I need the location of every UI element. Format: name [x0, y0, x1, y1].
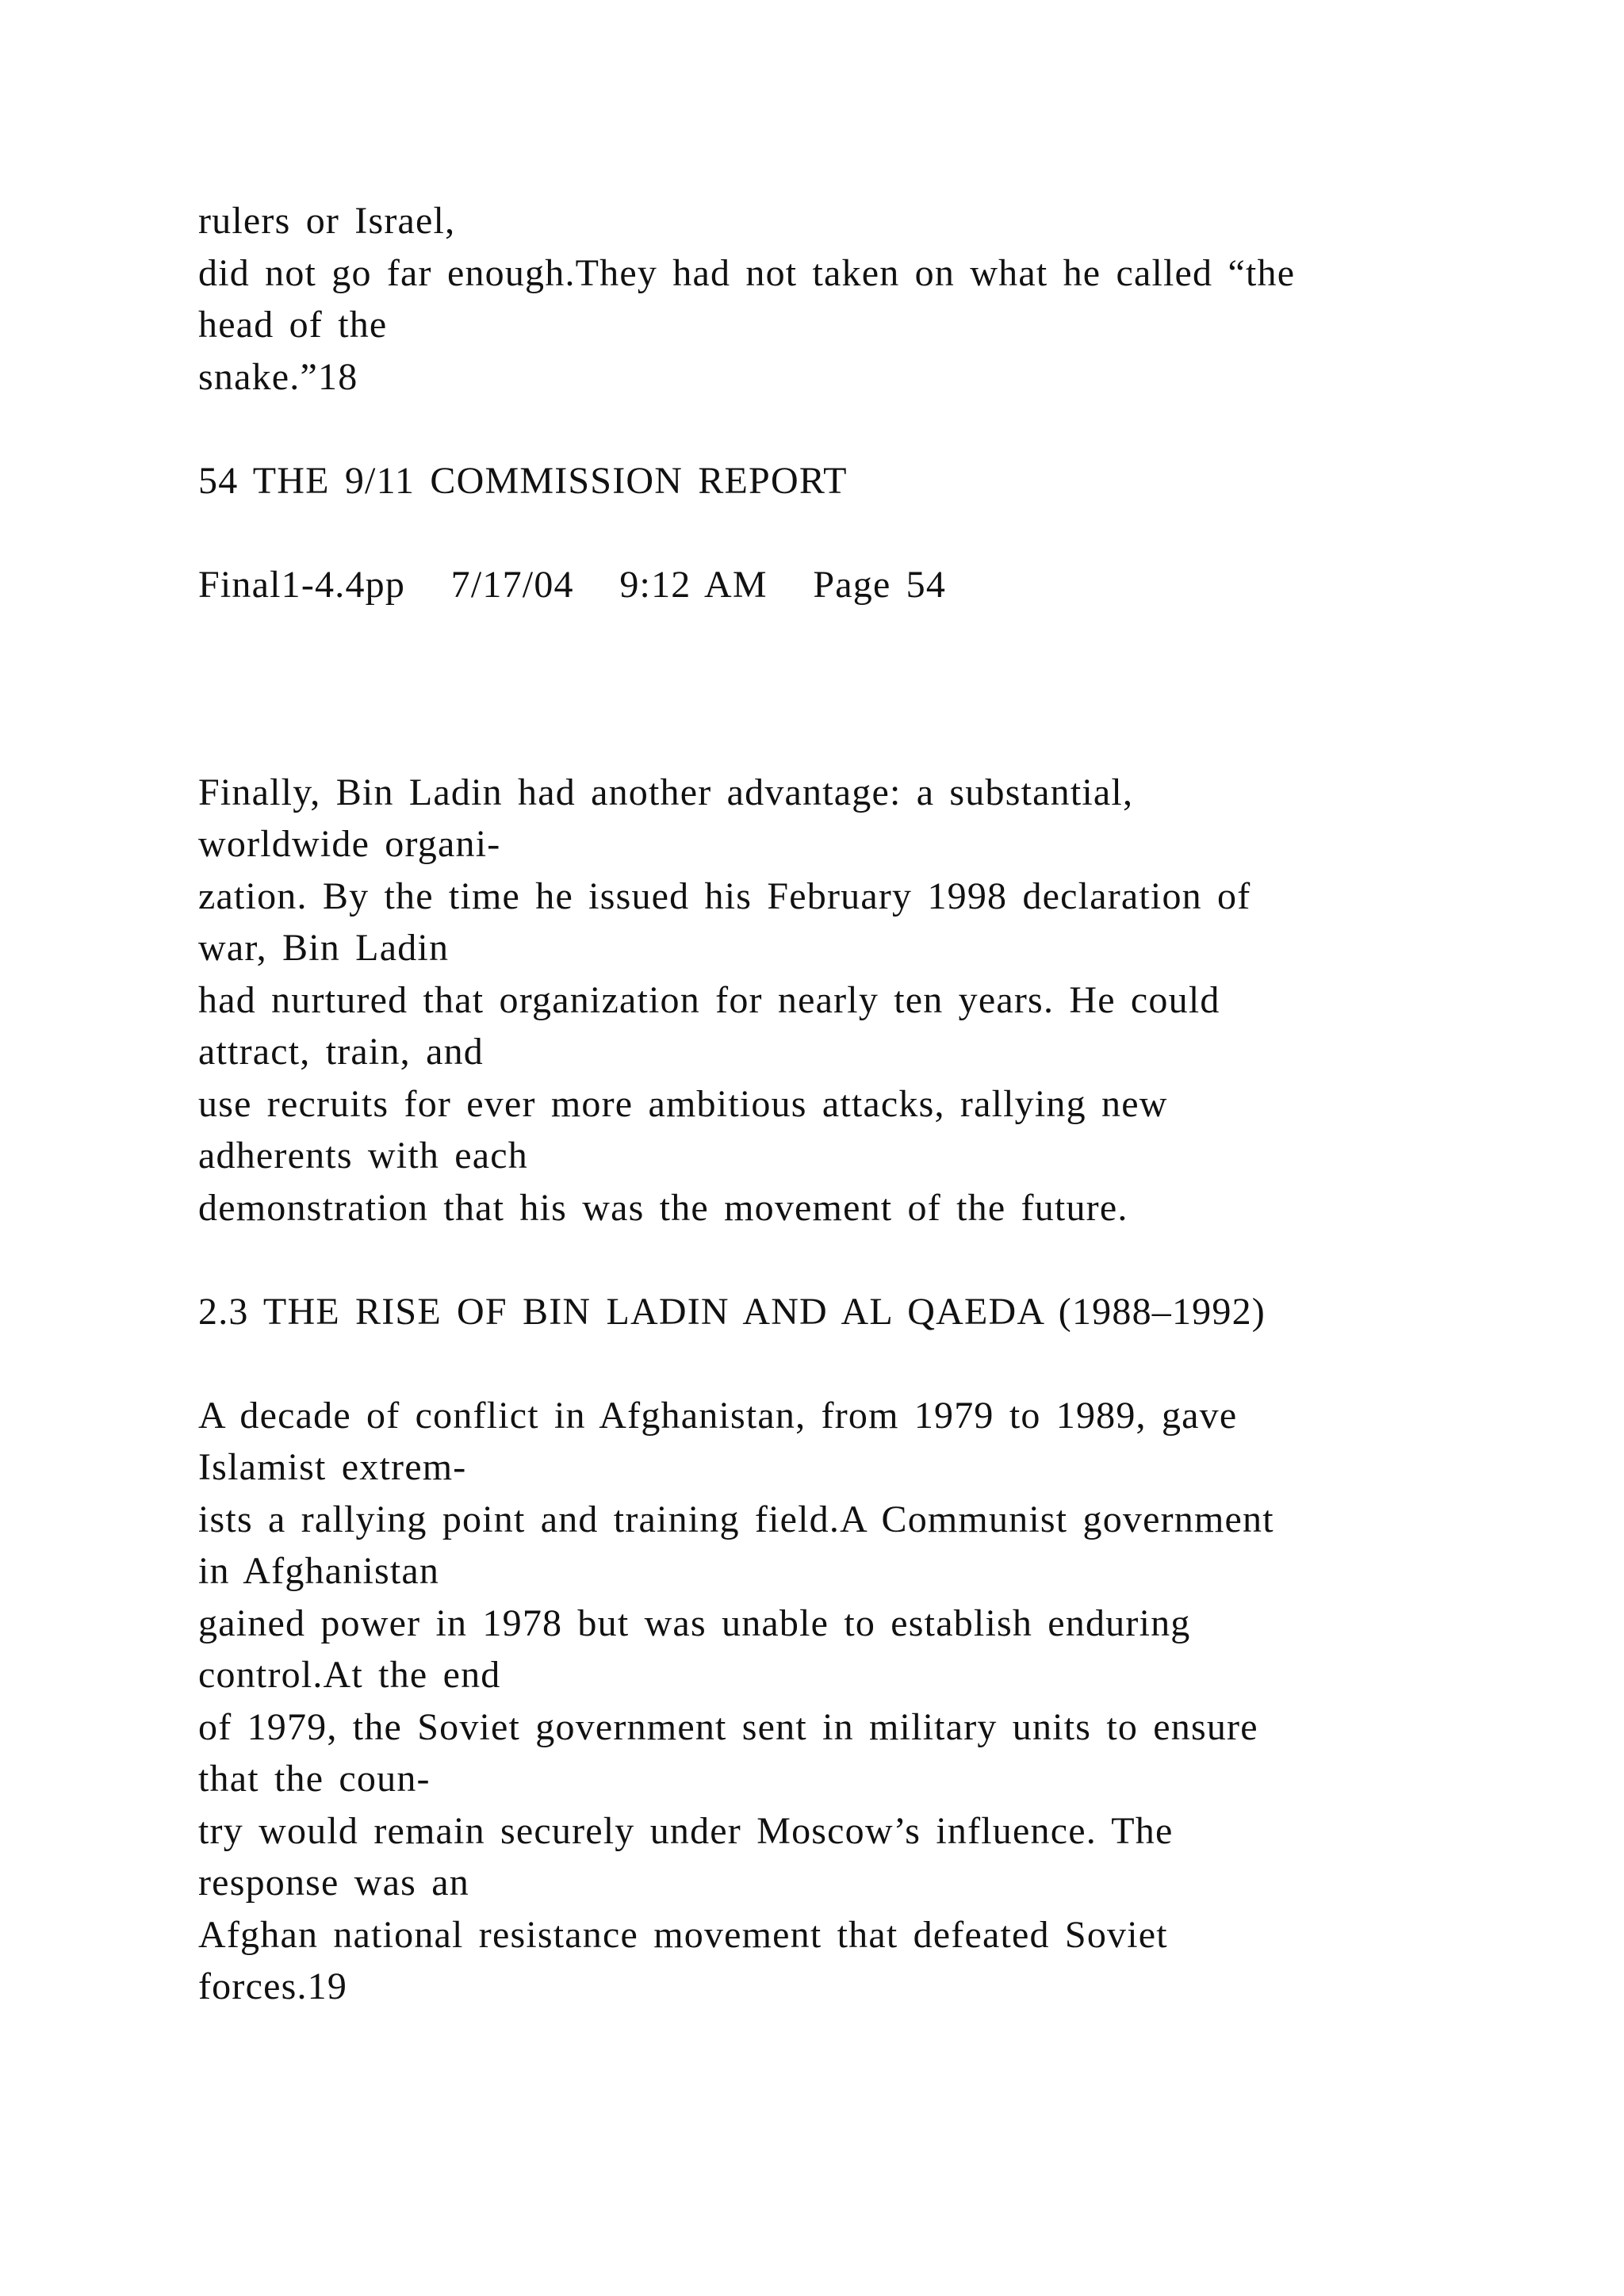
- text-line: in Afghanistan: [198, 1550, 440, 1592]
- text-line: rulers or Israel,: [198, 200, 456, 242]
- text-line: forces.19: [198, 1965, 348, 2007]
- text-line: demonstration that his was the movement of the future.: [198, 1186, 1128, 1229]
- text-line: worldwide organi-: [198, 823, 501, 865]
- text-line: that the coun-: [198, 1758, 431, 1800]
- text-line: try would remain securely under Moscow’s influence. The: [198, 1809, 1174, 1852]
- text-line: adherents with each: [198, 1135, 528, 1177]
- text-line: of 1979, the Soviet government sent in military units to ensure: [198, 1705, 1258, 1748]
- spacer: [198, 403, 1546, 455]
- text-line: had nurtured that organization for nearly ten years. He could: [198, 978, 1220, 1021]
- text-line: control.At the end: [198, 1654, 501, 1696]
- section-heading: 2.3 THE RISE OF BIN LADIN AND AL QAEDA (1988–1992): [198, 1290, 1266, 1333]
- text-line: did not go far enough.They had not taken on what he called “the: [198, 251, 1296, 294]
- paragraph-organization: [198, 767, 1546, 1234]
- paragraph-afghanistan: [198, 1390, 1546, 2013]
- text-line: zation. By the time he issued his February 1998 declaration of: [198, 874, 1251, 917]
- text-line: ists a rallying point and training field.A Communist government: [198, 1498, 1274, 1540]
- text-line: Islamist extrem-: [198, 1446, 467, 1488]
- print-slug: Final1-4.4pp 7/17/04 9:12 AM Page 54: [198, 563, 947, 606]
- text-line: A decade of conflict in Afghanistan, from 1979 to 1989, gave: [198, 1394, 1238, 1437]
- spacer: [198, 610, 1546, 767]
- text-line: Finally, Bin Ladin had another advantage: a substantial,: [198, 771, 1134, 813]
- text-line: snake.”18: [198, 355, 358, 398]
- document-body: [198, 195, 1546, 2013]
- text-line: response was an: [198, 1862, 469, 1904]
- text-line: Afghan national resistance movement that defeated Soviet: [198, 1913, 1168, 1956]
- text-line: attract, train, and: [198, 1031, 484, 1073]
- text-line: use recruits for ever more ambitious attacks, rallying new: [198, 1082, 1168, 1125]
- running-header: 54 THE 9/11 COMMISSION REPORT: [198, 459, 848, 502]
- text-line: head of the: [198, 304, 388, 346]
- text-line: gained power in 1978 but was unable to establish enduring: [198, 1601, 1191, 1644]
- spacer: [198, 1337, 1546, 1390]
- spacer: [198, 1234, 1546, 1286]
- text-line: war, Bin Ladin: [198, 927, 450, 969]
- paragraph-continuation: [198, 195, 1546, 403]
- spacer: [198, 507, 1546, 559]
